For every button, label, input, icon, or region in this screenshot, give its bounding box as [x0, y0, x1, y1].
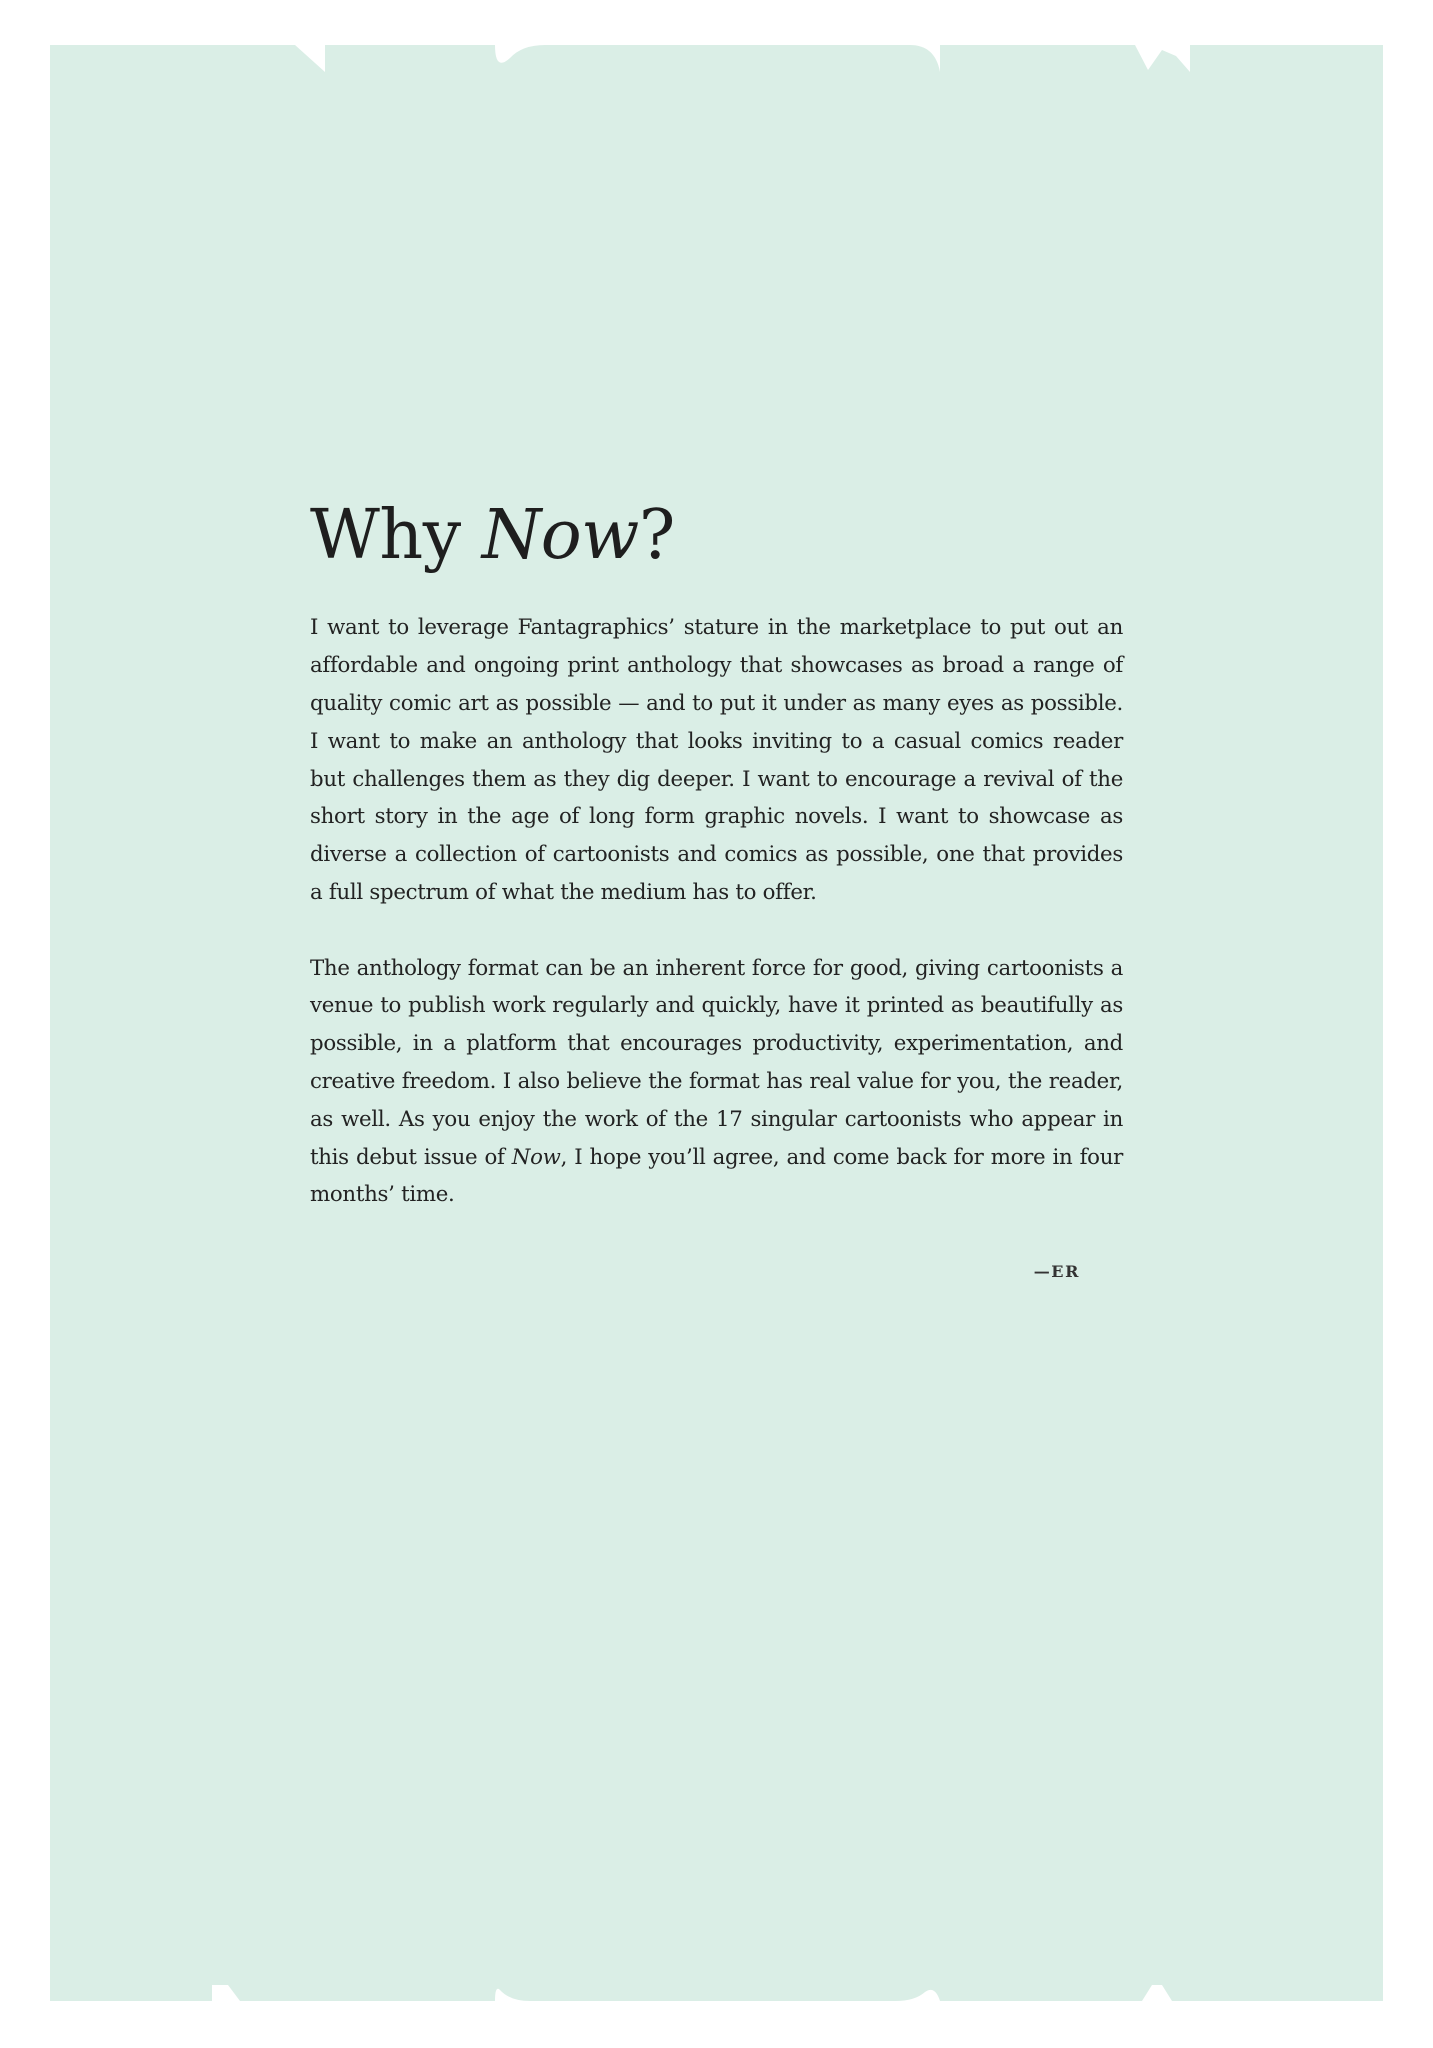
paragraph-2-text-b: , I hope you’ll agree, and come back for more in four months’ time. [310, 1144, 1123, 1208]
paragraph-1: I want to leverage Fantagraphics’ stature in the marketplace to put out an affordable and ongoing print anthology that showcases as broad a range of quality comic art as possible — and to put it under as many eyes as possible. I want to make an anthology that looks inviting to a casual comics reader but challenges them as they dig deeper. I want to encourage a revival of the short story in the age of long form graphic novels. I want to showcase as diverse a collection of cartoonists and comics as possible, one that provides a full spectrum of what the medium has to offer. [310, 615, 1123, 905]
paragraph-2-text-a: The anthology format can be an inherent force for good, giving cartoonists a venue to publish work regularly and quickly, have it printed as beautifully as possible, in a platform that encourages productivity, experimentation, and creative freedom. I also believe the format has real value for you, the reader, as well. As you enjoy the work of the 17 singular cartoonists who appear in this debut issue of [310, 955, 1123, 1170]
signature: —ER [1033, 1262, 1080, 1282]
article [310, 496, 1123, 1282]
paragraph-2 [310, 950, 1123, 1215]
title-lead: Why [310, 496, 482, 575]
paragraph-2-emphasis: Now [511, 1144, 561, 1170]
title-emphasis: Now [481, 496, 639, 575]
page-title [310, 496, 1123, 575]
title-question-mark: ? [638, 496, 675, 575]
